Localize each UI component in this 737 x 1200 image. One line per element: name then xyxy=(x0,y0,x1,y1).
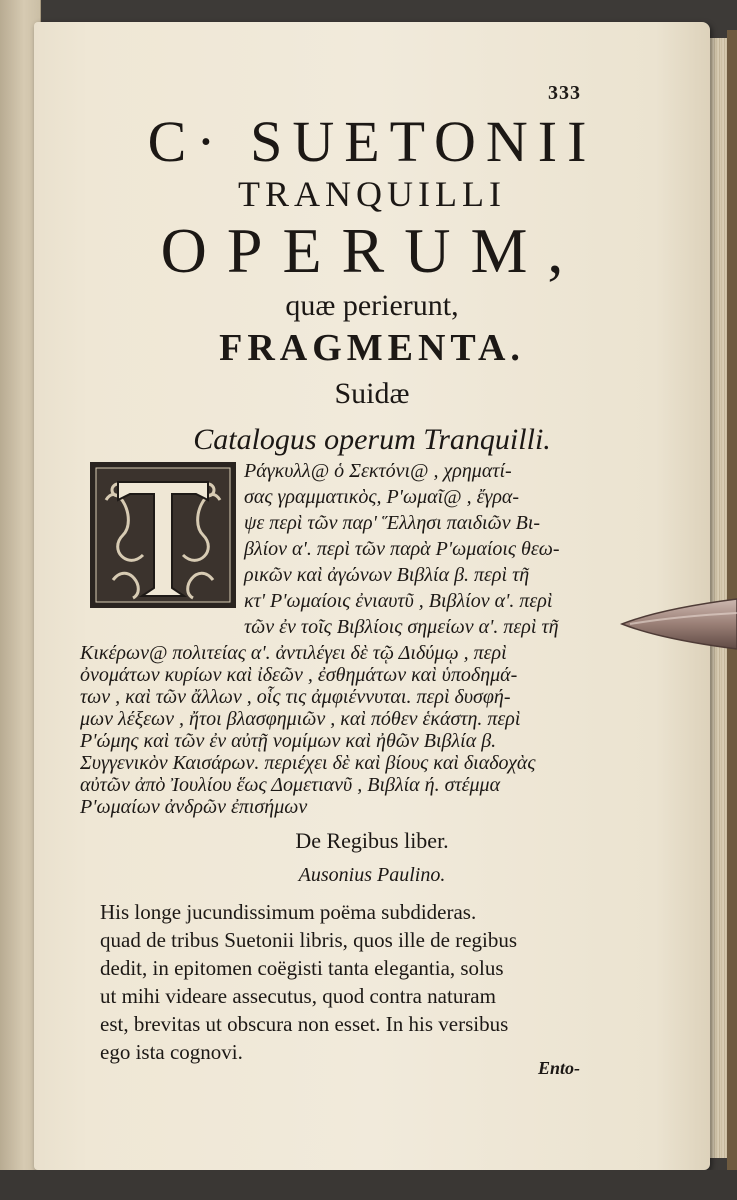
greek-line: βλίον α'. περὶ τῶν παρὰ Ρ'ωμαίοις θεω- xyxy=(244,538,560,560)
greek-line: αὐτῶν ἀπὸ Ἰουλίου ἕως Δομετιανῦ , Βιβλία ή. στέμμα xyxy=(80,774,501,796)
greek-line: κτ' Ρ'ωμαίοις ἐνιαυτῦ , Βιβλίον α'. περὶ xyxy=(244,590,553,612)
greek-line: Συγγενικὸν Καισάρων. περιέχει δὲ καὶ βίους καὶ διαδοχὰς xyxy=(80,752,536,774)
greek-line: των , καὶ τῶν ἄλλων , οἷς τις ἀμφιέννυται. περὶ δυσφή- xyxy=(80,686,511,708)
page-number: 333 xyxy=(548,82,581,104)
greek-line: ὀνομάτων κυρίων καὶ ἰδεῶν , ἐσθημάτων καὶ ὑποδημά- xyxy=(80,664,518,686)
latin-line: ego ista cognovi. xyxy=(100,1040,243,1064)
greek-line: ψε περὶ τῶν παρ' Ἕλλησι παιδιῶν Βι- xyxy=(244,512,541,534)
title-line-author: C· SUETONII xyxy=(147,109,597,174)
title-line-quae: quæ perierunt, xyxy=(285,289,459,322)
metal-bookmark-clip xyxy=(620,597,737,651)
greek-line: Ράγκυλλ@ ὁ Σεκτόνι@ , χρηματί- xyxy=(244,460,512,482)
greek-line: μων λέξεων , ἤτοι βλασφημιῶν , καὶ πόθεν ἑκάστη. περὶ xyxy=(80,708,521,730)
table-surface xyxy=(0,1170,737,1200)
title-line-catalogus: Catalogus operum Tranquilli. xyxy=(193,423,551,456)
greek-line: Ρ'ωμαίων ἀνδρῶν ἐπισήμων xyxy=(80,796,308,818)
latin-line: His longe jucundissimum poëma subdideras. xyxy=(100,900,477,924)
title-line-fragmenta: FRAGMENTA. xyxy=(219,327,525,369)
section-heading: De Regibus liber. xyxy=(295,828,449,853)
title-block xyxy=(34,110,710,458)
section-attribution: Ausonius Paulino. xyxy=(298,864,446,886)
greek-line: Κικέρων@ πολιτείας α'. ἀντιλέγει δὲ τῷ Διδύμῳ , περὶ xyxy=(80,642,507,664)
greek-line: ρικῶν καὶ ἀγώνων Βιβλία β. περὶ τῆ xyxy=(244,564,530,586)
title-line-suidae: Suidæ xyxy=(334,377,410,410)
latin-line: ut mihi videare assecutus, quod contra naturam xyxy=(100,984,496,1008)
greek-line: Ρ'ώμης καὶ τῶν ἐν αὐτῇ νομίμων καὶ ἠθῶν Βιβλία β. xyxy=(80,730,497,752)
title-line-cognomen: TRANQUILLI xyxy=(238,174,506,214)
title-line-operum: OPERUM, xyxy=(160,215,584,286)
decorated-initial-t-icon xyxy=(88,460,238,610)
latin-line: quad de tribus Suetonii libris, quos ille de regibus xyxy=(100,928,518,952)
catchword: Ento- xyxy=(538,1058,581,1078)
greek-line: σας γραμματικὸς, Ρ'ωμαῖ@ , ἔγρα- xyxy=(244,486,520,508)
latin-line: dedit, in epitomen coëgisti tanta elegantia, solus xyxy=(100,956,504,980)
greek-line: τῶν ἐν τοῖς Βιβλίοις σημείων α'. περὶ τῆ xyxy=(244,616,559,638)
latin-line: est, brevitas ut obscura non esset. In his versibus xyxy=(100,1012,509,1036)
latin-paragraph xyxy=(100,898,600,1066)
